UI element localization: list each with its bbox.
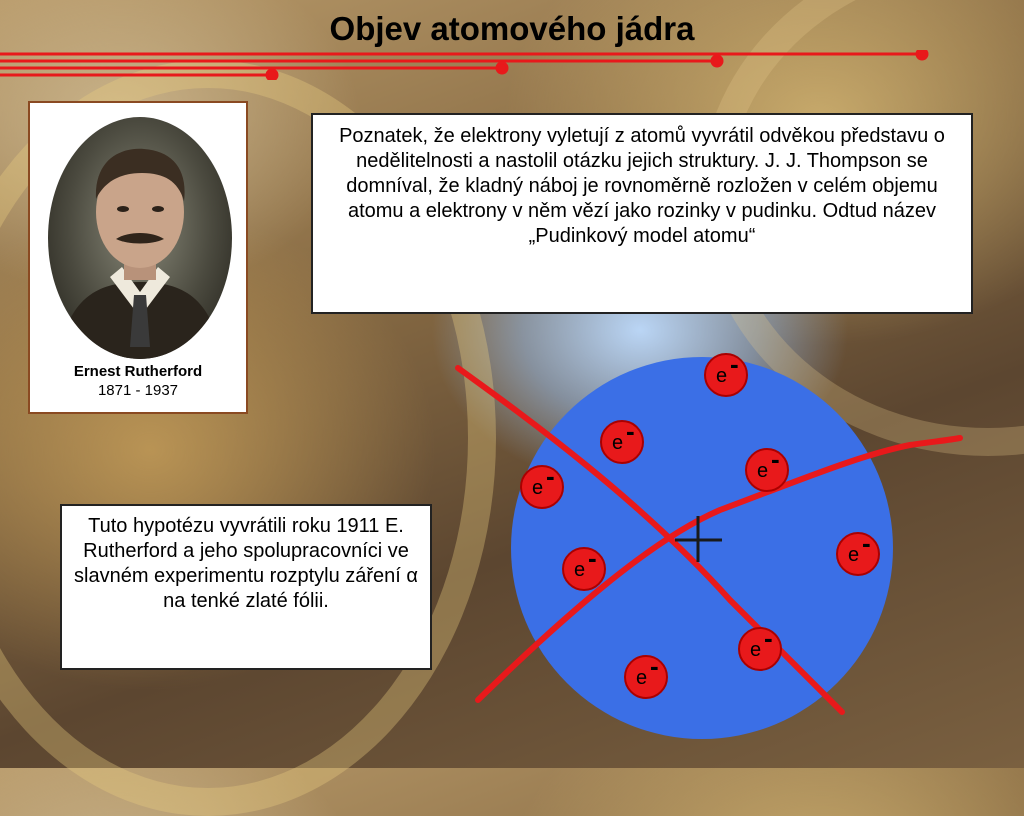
electron-label: e (612, 432, 624, 454)
electron-charge: - (546, 461, 555, 491)
text-box-pudding-model: Poznatek, že elektrony vyletují z atomů vyvrátil odvěkou představu o nedělitelnosti a nastolil otázku jejich struktury. J. J. Thompson se domníval, že kladný náboj je rovnoměrně rozložen v celém objemu atomu a elektrony v něm vězí jako rozinky v pudinku. Odtud název „Pudinkový model atomu“ (311, 113, 973, 314)
portrait-years: 1871 - 1937 (97, 382, 179, 399)
electron (520, 461, 564, 509)
electron-charge: - (588, 543, 597, 573)
electron-charge: - (650, 651, 659, 681)
electron-label: e (750, 639, 762, 661)
electron-label: e (532, 477, 544, 499)
electron-charge: - (862, 528, 871, 558)
electron-charge: - (626, 416, 635, 446)
electron-label: e (574, 559, 586, 581)
electron (704, 349, 748, 397)
electron (600, 416, 644, 464)
portrait-name: Ernest Rutherford (73, 363, 203, 380)
slide-title: Objev atomového jádra (329, 10, 695, 47)
electron-charge: - (730, 349, 739, 379)
electron (562, 543, 606, 591)
electron-charge: - (771, 444, 780, 474)
electron-label: e (716, 365, 728, 387)
electron-label: e (636, 667, 648, 689)
electron (738, 623, 782, 671)
electron (745, 444, 789, 492)
electron-label: e (757, 460, 769, 482)
text-box-rutherford-experiment: Tuto hypotézu vyvrátili roku 1911 E. Rutherford a jeho spolupracovníci ve slavném experimentu rozptylu záření α na tenké zlaté fólii. (60, 504, 432, 670)
electron-label: e (848, 544, 860, 566)
electron (836, 528, 880, 576)
electron (624, 651, 668, 699)
electron-charge: - (764, 623, 773, 653)
